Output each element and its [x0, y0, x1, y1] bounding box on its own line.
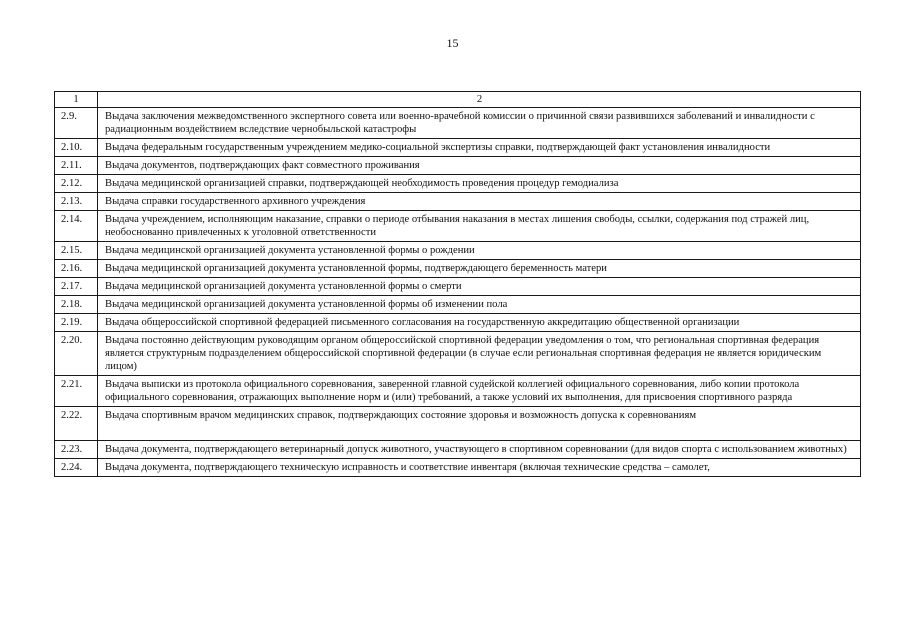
- row-description: Выдача документа, подтверждающего ветеринарный допуск животного, участвующего в спортивном соревновании (для видов спорта с использованием животных): [98, 441, 861, 459]
- row-description: Выдача постоянно действующим руководящим органом общероссийской спортивной федерации уведомления о том, что региональная спортивная федерация является структурным подразделением общероссийской спортивной федерации (в случае если региональная спортивная федерация не является юридическим лицом): [98, 332, 861, 376]
- row-description: Выдача справки государственного архивного учреждения: [98, 193, 861, 211]
- row-number: 2.13.: [55, 193, 98, 211]
- table-row: [55, 278, 861, 296]
- row-description: Выдача федеральным государственным учреждением медико-социальной экспертизы справки, подтверждающей факт установления инвалидности: [98, 139, 861, 157]
- row-description: Выдача документов, подтверждающих факт совместного проживания: [98, 157, 861, 175]
- table-row: [55, 441, 861, 459]
- table-row: [55, 459, 861, 477]
- row-number: 2.24.: [55, 459, 98, 477]
- table-row: [55, 314, 861, 332]
- column-header-number: 1: [55, 92, 98, 108]
- services-table: [54, 91, 861, 477]
- row-number: 2.16.: [55, 260, 98, 278]
- row-description: Выдача спортивным врачом медицинских справок, подтверждающих состояние здоровья и возможность допуска к соревнованиям: [98, 407, 861, 441]
- row-number: 2.14.: [55, 211, 98, 242]
- table-row: [55, 108, 861, 139]
- table-row: [55, 175, 861, 193]
- column-header-description: 2: [98, 92, 861, 108]
- table-row: [55, 193, 861, 211]
- row-number: 2.17.: [55, 278, 98, 296]
- row-number: 2.19.: [55, 314, 98, 332]
- table-row: [55, 157, 861, 175]
- row-number: 2.22.: [55, 407, 98, 441]
- table-header-row: [55, 92, 861, 108]
- row-description: Выдача медицинской организацией документа установленной формы о рождении: [98, 242, 861, 260]
- row-description: Выдача медицинской организацией справки, подтверждающей необходимость проведения процедур гемодиализа: [98, 175, 861, 193]
- row-number: 2.20.: [55, 332, 98, 376]
- row-description: Выдача учреждением, исполняющим наказание, справки о периоде отбывания наказания в местах лишения свободы, ссылки, содержания под стражей лиц, необоснованно привлеченных к уголовной ответственности: [98, 211, 861, 242]
- table-row: [55, 242, 861, 260]
- page-number: 15: [446, 36, 459, 50]
- row-description: Выдача медицинской организацией документа установленной формы, подтверждающего беременность матери: [98, 260, 861, 278]
- table-body: [55, 92, 861, 477]
- table-row: [55, 260, 861, 278]
- row-number: 2.23.: [55, 441, 98, 459]
- row-number: 2.12.: [55, 175, 98, 193]
- row-description: Выдача медицинской организацией документа установленной формы о смерти: [98, 278, 861, 296]
- table-row: [55, 139, 861, 157]
- row-description: Выдача выписки из протокола официального соревнования, заверенной главной судейской коллегией официального соревнования, либо копии протокола официального соревнования, отражающих выполнение норм и (или) требований, а также условий их выполнения, для присвоения спортивного разряда: [98, 376, 861, 407]
- row-number: 2.9.: [55, 108, 98, 139]
- row-number: 2.15.: [55, 242, 98, 260]
- row-number: 2.21.: [55, 376, 98, 407]
- row-number: 2.18.: [55, 296, 98, 314]
- table-row: [55, 211, 861, 242]
- row-description: Выдача медицинской организацией документа установленной формы об изменении пола: [98, 296, 861, 314]
- row-number: 2.11.: [55, 157, 98, 175]
- row-description: Выдача заключения межведомственного экспертного совета или военно-врачебной комиссии о причинной связи развившихся заболеваний и инвалидности с радиационным воздействием вследствие чернобыльской катастрофы: [98, 108, 861, 139]
- table-row: [55, 376, 861, 407]
- table-row: [55, 332, 861, 376]
- table-row: [55, 407, 861, 441]
- row-number: 2.10.: [55, 139, 98, 157]
- row-description: Выдача документа, подтверждающего техническую исправность и соответствие инвентаря (включая технические средства – самолет,: [98, 459, 861, 477]
- row-description: Выдача общероссийской спортивной федерацией письменного согласования на государственную аккредитацию общественной организации: [98, 314, 861, 332]
- table-row: [55, 296, 861, 314]
